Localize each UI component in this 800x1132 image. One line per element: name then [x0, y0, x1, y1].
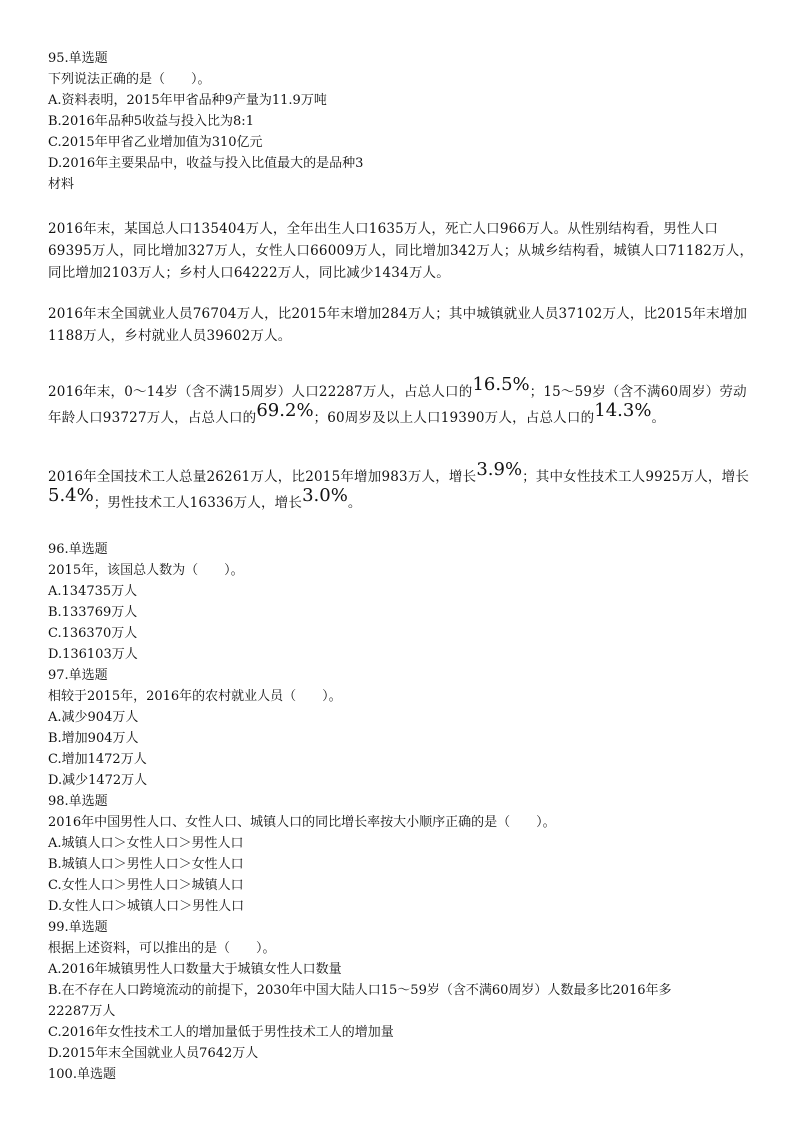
text-line: 2016年末，某国总人口135404万人，全年出生人口1635万人，死亡人口966万人。从性别结构看，男性人口 — [48, 221, 719, 237]
material-paragraph-1 — [48, 218, 760, 284]
question-header: 96.单选题 — [48, 542, 108, 557]
text-line: 1188万人，乡村就业人员39602万人。 — [48, 328, 292, 344]
question-stem: 2016年中国男性人口、女性人口、城镇人口的同比增长率按大小顺序正确的是（ ）。 — [48, 815, 556, 830]
percentage-value: 14.3% — [594, 400, 652, 421]
percentage-value: 3.0% — [302, 485, 348, 506]
option-b[interactable]: B.2016年品种5收益与投入比为8:1 — [48, 114, 254, 129]
option-c[interactable]: C.增加1472万人 — [48, 752, 147, 767]
percentage-value: 5.4% — [48, 485, 94, 506]
option-d[interactable]: D.2015年末全国就业人员7642万人 — [48, 1046, 259, 1061]
option-d[interactable]: D.减少1472万人 — [48, 773, 148, 788]
option-b[interactable]: B.在不存在人口跨境流动的前提下，2030年中国大陆人口15～59岁（含不满60周岁）人数最多比2016年多 — [48, 983, 672, 998]
question-95 — [48, 48, 768, 195]
material-label: 材料 — [48, 177, 75, 192]
text-segment: 2016年全国技术工人总量26261万人，比2015年增加983万人，增长 — [48, 469, 477, 485]
text-line: 同比增加2103万人；乡村人口64222万人，同比减少1434万人。 — [48, 265, 450, 281]
option-c[interactable]: C.2016年女性技术工人的增加量低于男性技术工人的增加量 — [48, 1025, 394, 1040]
option-a[interactable]: A.134735万人 — [48, 584, 138, 599]
option-a[interactable]: A.资料表明，2015年甲省品种9产量为11.9万吨 — [48, 93, 327, 108]
material-paragraph-3 — [48, 374, 760, 430]
question-header: 97.单选题 — [48, 668, 108, 683]
question-100 — [48, 1064, 768, 1085]
text-segment: ；其中女性技术工人9925万人，增长 — [522, 469, 750, 485]
text-line — [48, 400, 760, 430]
question-header: 99.单选题 — [48, 920, 108, 935]
question-stem: 相较于2015年，2016年的农村就业人员（ ）。 — [48, 689, 342, 704]
option-c[interactable]: C.136370万人 — [48, 626, 138, 641]
question-96 — [48, 539, 768, 665]
option-b-continued[interactable]: 22287万人 — [48, 1004, 116, 1019]
option-c[interactable]: C.2015年甲省乙业增加值为310亿元 — [48, 135, 263, 150]
option-c[interactable]: C.女性人口＞男性人口＞城镇人口 — [48, 878, 244, 893]
text-line: 2016年末全国就业人员76704万人，比2015年末增加284万人；其中城镇就业人员37102万人，比2015年末增加 — [48, 306, 748, 322]
question-header: 98.单选题 — [48, 794, 108, 809]
text-line — [48, 485, 760, 515]
question-97 — [48, 665, 768, 791]
option-d[interactable]: D.女性人口＞城镇人口＞男性人口 — [48, 899, 245, 914]
question-stem: 根据上述资料，可以推出的是（ ）。 — [48, 941, 276, 956]
percentage-value: 69.2% — [256, 400, 314, 421]
question-header: 95.单选题 — [48, 51, 108, 66]
text-segment: 年龄人口93727万人，占总人口的 — [48, 410, 257, 426]
text-segment: 2016年末，0～14岁（含不满15周岁）人口22287万人，占总人口的 — [48, 384, 473, 400]
percentage-value: 16.5% — [472, 374, 530, 395]
question-stem: 下列说法正确的是（ ）。 — [48, 72, 211, 87]
option-b[interactable]: B.城镇人口＞男性人口＞女性人口 — [48, 857, 244, 872]
option-a[interactable]: A.2016年城镇男性人口数量大于城镇女性人口数量 — [48, 962, 342, 977]
question-99 — [48, 917, 768, 1064]
text-line — [48, 374, 760, 404]
option-d[interactable]: D.136103万人 — [48, 647, 138, 662]
material-paragraph-2 — [48, 303, 760, 347]
text-segment: ；15～59岁（含不满60周岁）劳动 — [529, 384, 747, 400]
option-a[interactable]: A.城镇人口＞女性人口＞男性人口 — [48, 836, 244, 851]
question-98 — [48, 791, 768, 917]
text-segment: 。 — [347, 495, 362, 511]
option-d[interactable]: D.2016年主要果品中，收益与投入比值最大的是品种3 — [48, 156, 364, 171]
material-paragraph-4 — [48, 459, 760, 515]
question-header: 100.单选题 — [48, 1067, 116, 1082]
text-line — [48, 459, 760, 489]
question-stem: 2015年，该国总人数为（ ）。 — [48, 563, 244, 578]
option-b[interactable]: B.增加904万人 — [48, 731, 139, 746]
option-a[interactable]: A.减少904万人 — [48, 710, 139, 725]
text-segment: 。 — [651, 410, 666, 426]
option-b[interactable]: B.133769万人 — [48, 605, 138, 620]
percentage-value: 3.9% — [476, 459, 523, 480]
text-line: 69395万人，同比增加327万人，女性人口66009万人，同比增加342万人；从城乡结构看，城镇人口71182万人， — [48, 243, 754, 259]
text-segment: ；60周岁及以上人口19390万人，占总人口的 — [313, 410, 595, 426]
text-segment: ；男性技术工人16336万人，增长 — [93, 495, 303, 511]
